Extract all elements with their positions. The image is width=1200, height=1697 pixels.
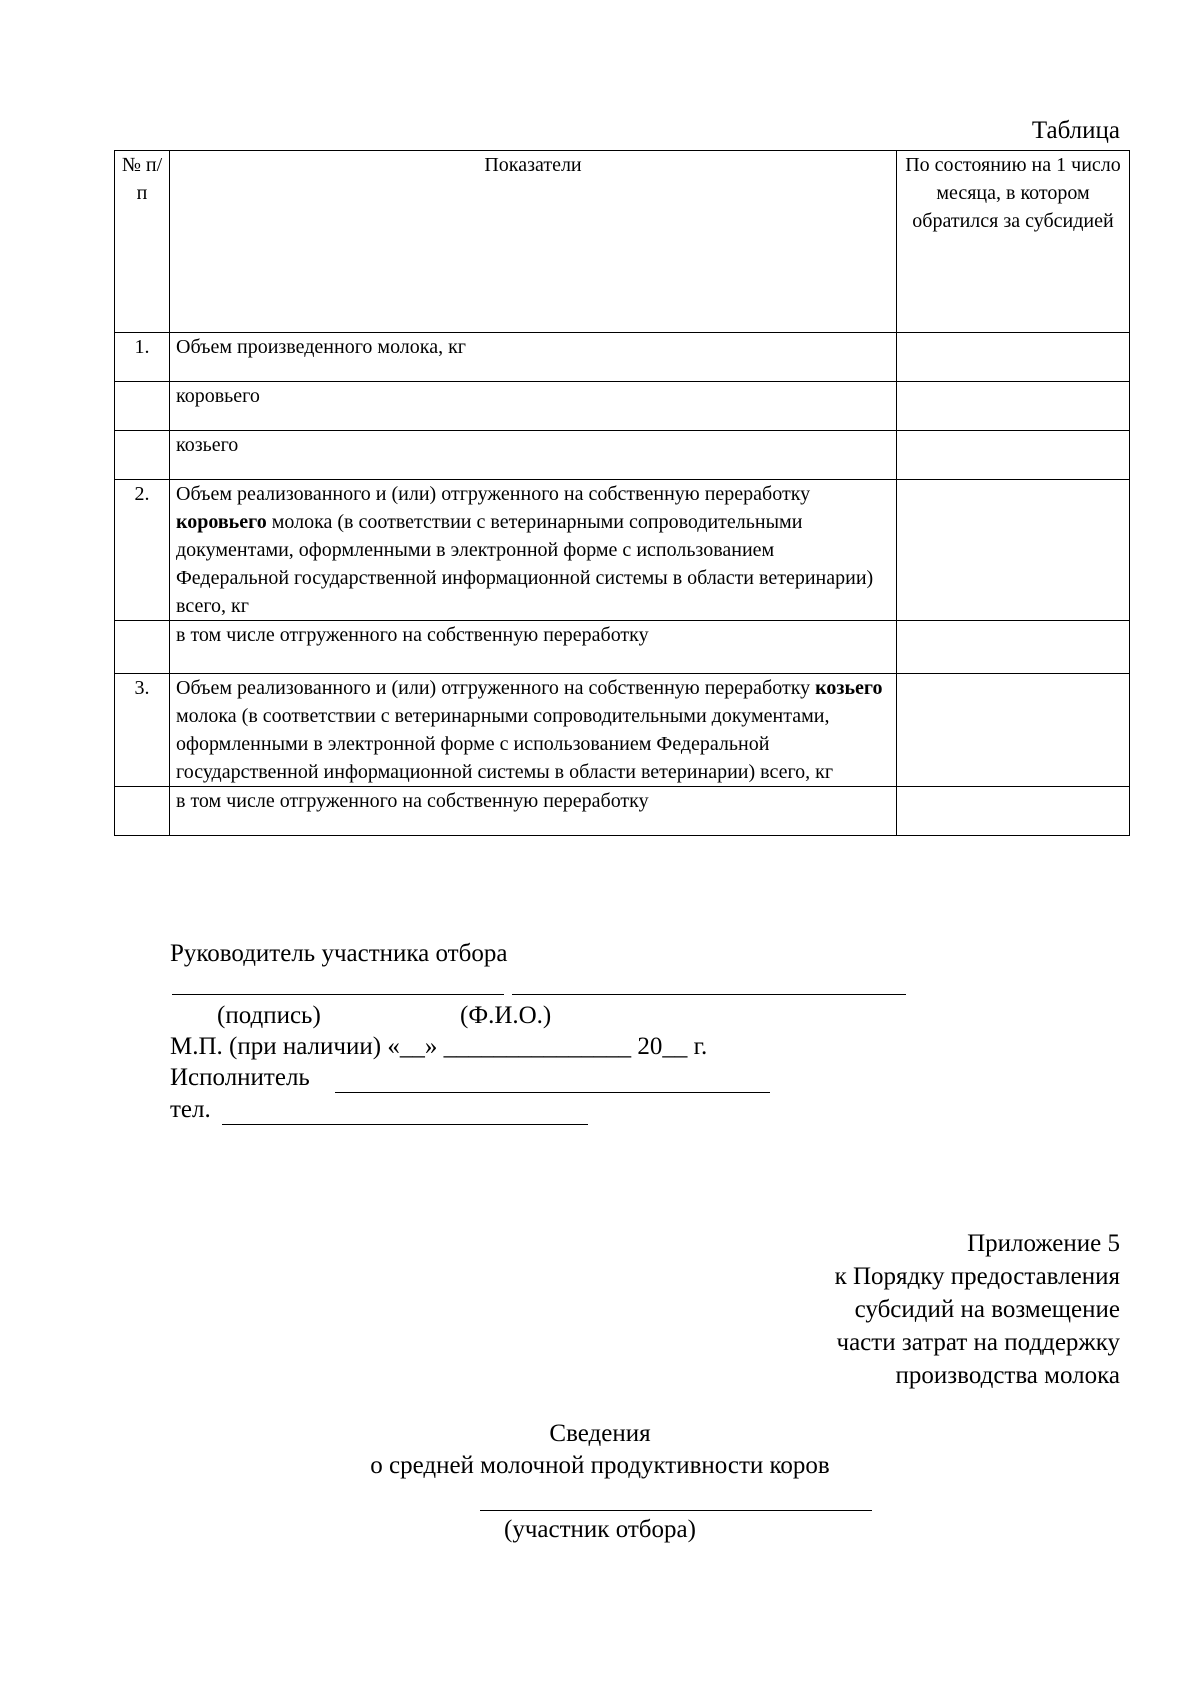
table-row	[115, 333, 1130, 382]
table-row	[115, 480, 1130, 621]
row-indicator: Объем произведенного молока, кг	[170, 333, 897, 382]
phone-line	[222, 1124, 588, 1125]
participant-caption: (участник отбора)	[504, 1516, 696, 1543]
info-title-block	[0, 1418, 1200, 1482]
indicator-text-end: молока (в соответствии с ветеринарными сопроводительными документами, оформленными в электронной форме с использованием Федеральной государственной информационной системы в области ветеринарии) всего, кг	[176, 511, 874, 617]
appendix-line: субсидий на возмещение	[854, 1296, 1120, 1323]
appendix-line: к Порядку предоставления	[834, 1263, 1120, 1290]
table-row	[115, 787, 1130, 836]
signature-line	[172, 994, 504, 995]
header-number: № п/п	[115, 151, 170, 333]
phone-label: тел.	[170, 1096, 211, 1123]
row-indicator: коровьего	[170, 382, 897, 431]
row-value-cell	[897, 333, 1130, 382]
row-number	[115, 431, 170, 480]
stamp-date-line: М.П. (при наличии) «__» _______________ 20__ г.	[170, 1033, 708, 1060]
info-title: Сведения	[549, 1420, 651, 1447]
appendix-header	[835, 1227, 1120, 1392]
indicator-text-start: Объем реализованного и (или) отгруженного на собственную переработку	[176, 483, 811, 505]
row-value-cell	[897, 787, 1130, 836]
header-indicators: Показатели	[170, 151, 897, 333]
appendix-line: Приложение 5	[967, 1230, 1120, 1257]
row-number	[115, 382, 170, 431]
row-value-cell	[897, 382, 1130, 431]
participant-line	[480, 1510, 872, 1511]
indicator-text-bold: коровьего	[176, 511, 267, 533]
row-indicator	[170, 674, 897, 787]
row-value-cell	[897, 480, 1130, 621]
executor-label: Исполнитель	[170, 1064, 310, 1091]
row-indicator: в том числе отгруженного на собственную переработку	[170, 621, 897, 674]
appendix-line: части затрат на поддержку	[836, 1329, 1120, 1356]
fio-caption: (Ф.И.О.)	[460, 1002, 552, 1029]
head-of-participant-label: Руководитель участника отбора	[170, 940, 508, 967]
row-value-cell	[897, 431, 1130, 480]
indicator-text-end: молока (в соответствии с ветеринарными сопроводительными документами, оформленными в электронной форме с использованием Федеральной государственной информационной системы в области ветеринарии) всего, кг	[176, 705, 834, 783]
row-indicator: в том числе отгруженного на собственную переработку	[170, 787, 897, 836]
header-value-date: По состоянию на 1 число месяца, в котором обратился за субсидией	[897, 151, 1130, 333]
table-row	[115, 382, 1130, 431]
indicators-table	[114, 150, 1130, 836]
table-row	[115, 621, 1130, 674]
info-subtitle: о средней молочной продуктивности коров	[370, 1452, 830, 1479]
indicator-text-start: Объем реализованного и (или) отгруженного на собственную переработку	[176, 677, 816, 699]
table-row	[115, 431, 1130, 480]
row-number: 3.	[115, 674, 170, 787]
signature-caption: (подпись)	[217, 1002, 321, 1029]
fio-line	[512, 994, 906, 995]
appendix-line: производства молока	[895, 1362, 1120, 1389]
row-number: 1.	[115, 333, 170, 382]
table-header-row	[115, 151, 1130, 333]
table-caption: Таблица	[1031, 117, 1120, 144]
table-row	[115, 674, 1130, 787]
row-number	[115, 787, 170, 836]
row-indicator	[170, 480, 897, 621]
executor-line	[335, 1092, 770, 1093]
indicator-text-bold: козьего	[815, 677, 883, 699]
row-number	[115, 621, 170, 674]
row-value-cell	[897, 621, 1130, 674]
row-indicator: козьего	[170, 431, 897, 480]
row-value-cell	[897, 674, 1130, 787]
row-number: 2.	[115, 480, 170, 621]
